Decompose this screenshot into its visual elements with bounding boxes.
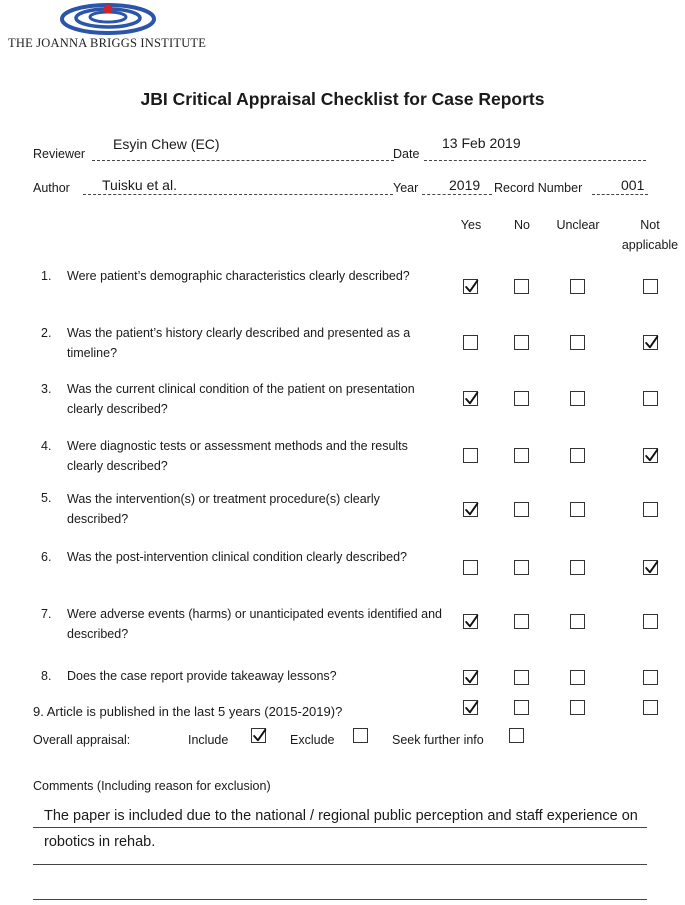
question-number: 4. xyxy=(41,439,52,453)
question-text: Was the post-intervention clinical condition clearly described? xyxy=(67,550,407,564)
question-text: Were patient’s demographic characteristics clearly described? xyxy=(67,269,410,283)
checkbox-q6-not-applicable[interactable] xyxy=(643,560,658,575)
question-text: Were adverse events (harms) or unanticipated events identified and described? xyxy=(67,607,442,641)
checkbox-q9-no[interactable] xyxy=(514,700,529,715)
checkbox-q4-not-applicable[interactable] xyxy=(643,448,658,463)
question-9 xyxy=(33,704,342,719)
reviewer-value[interactable]: Esyin Chew (EC) xyxy=(113,136,220,152)
checkbox-q5-not-applicable[interactable] xyxy=(643,502,658,517)
checkbox-q1-not-applicable[interactable] xyxy=(643,279,658,294)
checkbox-q1-unclear[interactable] xyxy=(570,279,585,294)
checkbox-q3-yes[interactable] xyxy=(463,391,478,406)
question-number: 2. xyxy=(41,326,52,340)
organization-name: THE JOANNA BRIGGS INSTITUTE xyxy=(8,36,207,50)
checkbox-q8-no[interactable] xyxy=(514,670,529,685)
checkbox-q7-yes[interactable] xyxy=(463,614,478,629)
year-value[interactable]: 2019 xyxy=(449,177,481,193)
checkbox-q9-yes[interactable] xyxy=(463,700,478,715)
reviewer-field-line xyxy=(92,160,394,161)
question-number: 3. xyxy=(41,382,52,396)
record-number-label: Record Number xyxy=(494,181,583,195)
include-label: Include xyxy=(188,733,229,747)
year-label: Year xyxy=(393,181,419,195)
record-number-field-line xyxy=(592,194,648,195)
include-checkbox[interactable] xyxy=(251,728,266,743)
checkbox-q7-unclear[interactable] xyxy=(570,614,585,629)
date-value[interactable]: 13 Feb 2019 xyxy=(442,135,521,151)
checkbox-q3-unclear[interactable] xyxy=(570,391,585,406)
question-text: Was the patient’s history clearly described and presented as a timeline? xyxy=(67,326,411,360)
column-header-unclear: Unclear xyxy=(556,218,600,232)
question-number: 8. xyxy=(41,669,52,683)
checkbox-q8-yes[interactable] xyxy=(463,670,478,685)
question-number: 5. xyxy=(41,491,52,505)
checkbox-q6-no[interactable] xyxy=(514,560,529,575)
checkbox-q5-unclear[interactable] xyxy=(570,502,585,517)
page-title: JBI Critical Appraisal Checklist for Case Reports xyxy=(140,89,545,109)
checkbox-q6-yes[interactable] xyxy=(463,560,478,575)
author-field-line xyxy=(83,194,393,195)
checkbox-q2-yes[interactable] xyxy=(463,335,478,350)
overall-appraisal-label: Overall appraisal: xyxy=(33,733,131,747)
column-header-yes: Yes xyxy=(460,218,482,232)
checkbox-q9-unclear[interactable] xyxy=(570,700,585,715)
checkbox-q3-no[interactable] xyxy=(514,391,529,406)
checkbox-q8-unclear[interactable] xyxy=(570,670,585,685)
checkbox-q9-not-applicable[interactable] xyxy=(643,700,658,715)
checkbox-q4-yes[interactable] xyxy=(463,448,478,463)
question-number: 1. xyxy=(41,269,52,283)
question-text: Does the case report provide takeaway lessons? xyxy=(67,669,337,683)
author-value[interactable]: Tuisku et al. xyxy=(102,177,177,193)
exclude-label: Exclude xyxy=(290,733,335,747)
question-number: 7. xyxy=(41,607,52,621)
comments-label: Comments (Including reason for exclusion) xyxy=(33,779,271,793)
column-header-not-applicable: Not applicable xyxy=(621,218,679,252)
checkbox-q4-no[interactable] xyxy=(514,448,529,463)
question-text: Were diagnostic tests or assessment methods and the results clearly described? xyxy=(67,439,408,473)
checkbox-q7-not-applicable[interactable] xyxy=(643,614,658,629)
record-number-value[interactable]: 001 xyxy=(621,177,645,193)
checkbox-q8-not-applicable[interactable] xyxy=(643,670,658,685)
comment-line xyxy=(33,864,647,865)
checkbox-q1-yes[interactable] xyxy=(463,279,478,294)
checkbox-q5-no[interactable] xyxy=(514,502,529,517)
date-label: Date xyxy=(393,147,420,161)
checkbox-q2-not-applicable[interactable] xyxy=(643,335,658,350)
date-field-line xyxy=(424,160,646,161)
checkbox-q7-no[interactable] xyxy=(514,614,529,629)
checkbox-q1-no[interactable] xyxy=(514,279,529,294)
checkbox-q2-no[interactable] xyxy=(514,335,529,350)
checkbox-q2-unclear[interactable] xyxy=(570,335,585,350)
seek-further-info-label: Seek further info xyxy=(392,733,484,747)
checkbox-q6-unclear[interactable] xyxy=(570,560,585,575)
column-header-no: No xyxy=(514,218,530,232)
checkbox-q4-unclear[interactable] xyxy=(570,448,585,463)
seek-further-info-checkbox[interactable] xyxy=(509,728,524,743)
question-number: 6. xyxy=(41,550,52,564)
exclude-checkbox[interactable] xyxy=(353,728,368,743)
jbi-logo-icon xyxy=(58,2,158,38)
question-text: Was the intervention(s) or treatment procedure(s) clearly described? xyxy=(67,492,380,526)
comment-line xyxy=(33,827,647,828)
comment-line xyxy=(33,899,647,900)
question-text: Article is published in the last 5 years (2015-2019)? xyxy=(46,704,343,719)
checkbox-q3-not-applicable[interactable] xyxy=(643,391,658,406)
author-label: Author xyxy=(33,181,70,195)
question-text: Was the current clinical condition of the patient on presentation clearly described? xyxy=(67,382,415,416)
comments-text[interactable]: The paper is included due to the national / regional public perception and staff experience on robotics in rehab. xyxy=(44,808,638,850)
reviewer-label: Reviewer xyxy=(33,147,86,161)
year-field-line xyxy=(422,194,492,195)
question-number: 9. xyxy=(33,704,44,719)
checkbox-q5-yes[interactable] xyxy=(463,502,478,517)
